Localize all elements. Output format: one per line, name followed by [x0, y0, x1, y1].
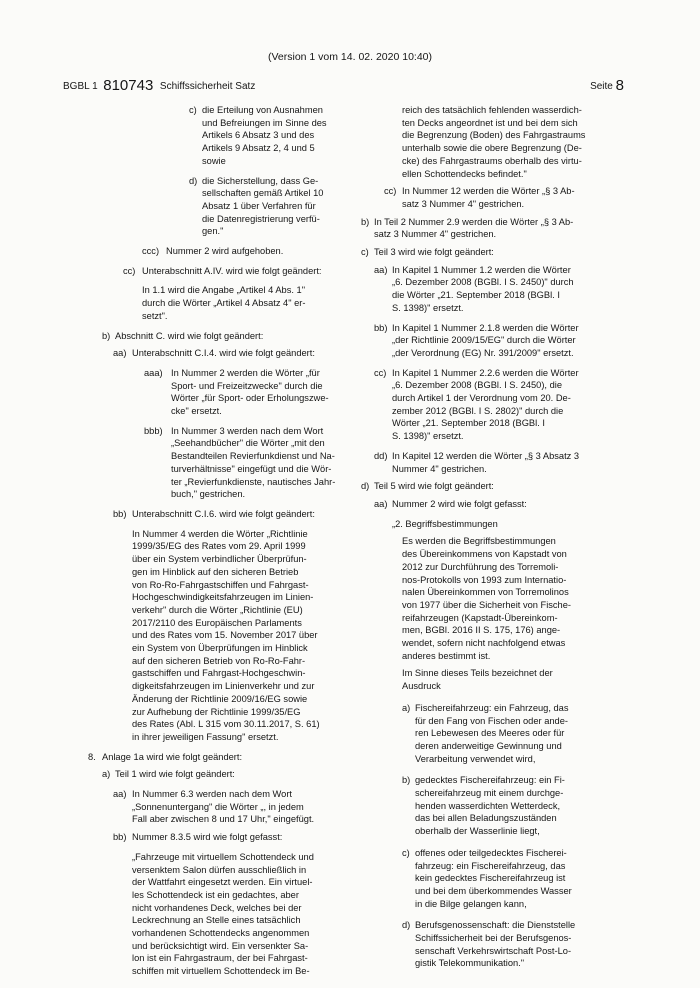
text-line: Sport- und Freizeitzwecke" durch die	[171, 380, 323, 391]
text-line: reifahrzeugen (Kapstadt-Übereinkom-	[402, 612, 558, 623]
text-line: sellschaften gemäß Artikel 10	[202, 188, 324, 199]
text-line: Änderung der Richtlinie 2009/16/EG sowie	[132, 693, 308, 704]
left-column	[88, 104, 350, 978]
text-line: „der Verordnung (EG) Nr. 391/2009" ersetzt.	[392, 347, 574, 358]
item-text: Nummer 2 wird wie folgt gefasst:	[392, 498, 527, 509]
section-heading: „2. Begriffsbestimmungen	[392, 518, 498, 529]
text-line: les Schottendeck ist ein gedachtes, aber	[132, 889, 299, 900]
quoted-paragraph	[132, 851, 350, 978]
text-line: und bei dem überkommendes Wasser	[415, 885, 572, 896]
text-line: von Ro-Ro-Fahrgastschiffen und Fahrgast-	[132, 579, 309, 590]
text-line: und Befreiungen im Sinne des	[202, 117, 327, 128]
item-label: c)	[189, 105, 197, 115]
text-line: die Wörter „21. September 2018 (BGBl. I	[392, 290, 560, 301]
list-item-a	[102, 768, 350, 781]
list-item-bb	[374, 322, 625, 360]
text-line: fahrzeug: ein Fischereifahrzeug, das	[415, 860, 566, 871]
definition-item	[402, 847, 625, 911]
text-line: men, BGBl. 2016 II S. 175, 176) ange-	[402, 625, 561, 636]
item-label: ccc)	[142, 246, 160, 257]
text-line: ellen Schottendecks befindet."	[402, 168, 527, 179]
text-line: von 1977 über die Sicherheit von Fische-	[402, 599, 571, 610]
list-item-cc	[123, 265, 350, 278]
text-line: Ausdruck	[402, 681, 441, 692]
text-line: verkehr" durch die Wörter „Richtlinie (EU)	[132, 604, 303, 615]
item-label: cc)	[374, 367, 387, 378]
item-label: aaa)	[144, 367, 163, 378]
item-text: Unterabschnitt C.I.4. wird wie folgt geändert:	[132, 348, 315, 359]
text-line: „Seehandbücher" die Wörter „mit den	[171, 438, 325, 449]
text-line: nicht vorhandenes Deck, welches bei der	[132, 902, 302, 913]
text-line: setzt".	[142, 310, 168, 321]
text-line: das bei allen Beladungszuständen	[415, 813, 557, 824]
item-text	[415, 702, 625, 766]
text-line: S. 1398)" ersetzt.	[392, 431, 464, 442]
text-line: und berücksichtigt wird. Ein versenkter Sa-	[132, 940, 309, 951]
text-line: In 1.1 wird die Angabe „Artikel 4 Abs. 1"	[142, 285, 305, 296]
text-line: In Nummer 6.3 werden nach dem Wort	[132, 789, 293, 800]
paragraph	[402, 535, 625, 662]
text-line: anderes bestimmt ist.	[402, 650, 491, 661]
list-item-ccc	[142, 245, 350, 258]
text-line: auf den sicheren Betrieb von Ro-Ro-Fahr-	[132, 655, 306, 666]
text-line: durch die Wörter „Artikel 4 Absatz 4" er-	[142, 298, 306, 309]
text-line: 2012 zur Durchführung des Torremoli-	[402, 561, 559, 572]
text-line: senschaft Verkehrswirtschaft Post-Lo-	[415, 945, 572, 956]
paragraph	[142, 284, 350, 322]
text-line: Im Sinne dieses Teils bezeichnet der	[402, 668, 553, 679]
running-header	[63, 79, 255, 94]
item-text	[392, 367, 625, 443]
text-line: In Kapitel 1 Nummer 1.2 werden die Wörter	[392, 264, 571, 275]
item-label: a)	[402, 702, 411, 713]
text-line: nalen Übereinkommen von Torremolinos	[402, 587, 569, 598]
item-label: d)	[189, 175, 198, 186]
document-title: Schiffssicherheit Satz	[159, 81, 256, 92]
text-line: 2017/2110 des Europäischen Parlaments	[132, 617, 302, 628]
text-line: und des Rates vom 15. November 2017 über	[132, 630, 318, 641]
item-label: aa)	[374, 498, 388, 509]
text-line: Wörter „21. September 2018 (BGBl. I	[392, 418, 545, 429]
list-item-b	[102, 330, 350, 343]
text-line: cke) des Fahrgastraums oberhalb des virtu-	[402, 155, 582, 166]
page-number	[590, 79, 624, 94]
list-item-b	[361, 216, 625, 241]
text-line: sowie	[202, 155, 226, 166]
item-label: cc)	[384, 186, 397, 197]
text-line: „der Richtlinie 2009/15/EG" durch die Wörter	[392, 335, 576, 346]
item-text	[415, 919, 625, 970]
text-line: gistik Telekommunikation."	[415, 958, 525, 969]
list-item-aa	[374, 264, 625, 315]
list-item-bb	[113, 831, 350, 844]
text-line: Verarbeitung verwendet wird,	[415, 753, 536, 764]
item-label: cc)	[123, 265, 136, 276]
list-item-c	[361, 246, 625, 259]
text-line: buch," gestrichen.	[171, 489, 246, 500]
item-text: Nummer 2 wird aufgehoben.	[166, 246, 284, 257]
text-line: Artikels 6 Absatz 3 und des	[202, 130, 315, 141]
item-label: dd)	[374, 450, 388, 461]
text-line: wendet, sofern nicht nachfolgend etwas	[402, 638, 566, 649]
item-text	[171, 425, 350, 501]
item-text	[392, 264, 625, 315]
definition-item	[402, 774, 625, 838]
item-label: d)	[402, 920, 411, 931]
text-line: ein System von Überprüfungen im Hinblick	[132, 643, 308, 654]
text-line: In Kapitel 12 werden die Wörter „§ 3 Absatz 3	[392, 450, 580, 461]
text-line: satz 3 Nummer 4" gestrichen.	[374, 229, 497, 240]
definition-item	[402, 702, 625, 766]
version-stamp: (Version 1 vom 14. 02. 2020 10:40)	[267, 51, 433, 63]
item-text	[171, 367, 350, 418]
text-line: henden wasserdichten Wetterdeck,	[415, 800, 561, 811]
text-line: Berufsgenossenschaft: die Dienststelle	[415, 920, 576, 931]
text-line: Artikels 9 Absatz 2, 4 und 5	[202, 143, 315, 154]
continued-paragraph	[402, 104, 625, 180]
text-line: digkeitsfahrzeugen im Linienverkehr und zur	[132, 681, 315, 692]
item-text	[402, 185, 625, 210]
text-line: reich des tatsächlich fehlenden wasserdich-	[402, 105, 582, 115]
text-line: vorhandenen Schottendecks angenommen	[132, 928, 310, 939]
item-label: aa)	[374, 264, 388, 275]
page-number-value: 8	[615, 77, 624, 94]
text-line: gedecktes Fischereifahrzeug: ein Fi-	[415, 775, 565, 786]
list-item-d	[189, 175, 350, 239]
text-line: Fischereifahrzeug: ein Fahrzeug, das	[415, 702, 569, 713]
text-line: „6. Dezember 2008 (BGBl. I S. 2450), die	[392, 380, 563, 391]
text-line: lon ist ein Fahrgastraum, der bei Fahrgast-	[132, 953, 308, 964]
text-line: ten Decks angeordnet ist und bei dem sich	[402, 117, 578, 128]
text-line: „6. Dezember 2008 (BGBl. I S. 2450)" durch	[392, 277, 574, 288]
item-label: bb)	[113, 508, 127, 519]
paragraph	[132, 528, 350, 744]
list-item-8	[88, 751, 350, 764]
text-line: die Erteilung von Ausnahmen	[202, 105, 323, 115]
text-line: oberhalb der Wasserlinie liegt,	[415, 826, 540, 837]
text-line: Absatz 1 über Verfahren für	[202, 200, 316, 211]
item-label: c)	[402, 847, 410, 858]
bgbl-label: BGBL 1	[63, 81, 98, 92]
item-text: Nummer 8.3.5 wird wie folgt gefasst:	[132, 832, 283, 843]
text-line: In Nummer 4 werden die Wörter „Richtlinie	[132, 528, 308, 539]
item-label: c)	[361, 247, 369, 258]
text-line: Wörter „für Sport- oder Erholungszwe-	[171, 393, 329, 404]
text-line: offenes oder teilgedecktes Fischerei-	[415, 847, 567, 858]
text-line: gen."	[202, 226, 224, 237]
text-line: die Datenregistrierung verfü-	[202, 213, 320, 224]
text-line: Fall aber zwischen 8 und 17 Uhr," eingefügt.	[132, 814, 315, 825]
text-line: „Fahrzeuge mit virtuellem Schottendeck und	[132, 851, 314, 862]
item-label: b)	[402, 775, 411, 786]
text-line: cke" ersetzt.	[171, 406, 222, 417]
text-line: Bestandteilen Revierfunkdienst und Na-	[171, 451, 335, 462]
list-item-c	[189, 104, 350, 168]
text-line: ren Lebewesen des Meeres oder für	[415, 728, 565, 739]
text-line: des Übereinkommens von Kapstadt von	[402, 549, 567, 560]
item-text	[415, 847, 625, 911]
text-line: deren anderweitige Gewinnung und	[415, 740, 562, 751]
list-item-dd	[374, 450, 625, 475]
item-label: aa)	[113, 789, 127, 800]
text-line: in die Bilge gelangen kann,	[415, 898, 527, 909]
item-label: b)	[102, 330, 111, 341]
text-line: Nummer 4" gestrichen.	[392, 463, 487, 474]
text-line: nos-Protokolls von 1993 zum Internatio-	[402, 574, 567, 585]
text-line: gastschiffen und Fahrgast-Hochgeschwin-	[132, 668, 306, 679]
text-line: In Teil 2 Nummer 2.9 werden die Wörter „§ 3 Ab-	[374, 216, 574, 227]
item-text	[132, 788, 350, 826]
item-text: Abschnitt C. wird wie folgt geändert:	[115, 330, 264, 341]
text-line: für den Fang von Fischen oder ande-	[415, 715, 568, 726]
list-item-bbb	[144, 425, 350, 501]
text-line: In Nummer 3 werden nach dem Wort	[171, 425, 324, 436]
item-text: Teil 1 wird wie folgt geändert:	[115, 769, 235, 780]
text-line: Leckrechnung an Stelle eines tatsächlich	[132, 915, 301, 926]
item-label: 8.	[88, 751, 96, 762]
text-line: In Nummer 2 werden die Wörter „für	[171, 367, 320, 378]
text-line: die Sicherstellung, dass Ge-	[202, 175, 319, 186]
item-text	[374, 216, 625, 241]
list-item-aaa	[144, 367, 350, 418]
text-line: In Kapitel 1 Nummer 2.1.8 werden die Wörter	[392, 322, 579, 333]
item-text	[392, 450, 625, 475]
page-label: Seite	[590, 81, 613, 92]
item-label: bb)	[374, 322, 388, 333]
item-text: Anlage 1a wird wie folgt geändert:	[102, 751, 243, 762]
text-line: Es werden die Begriffsbestimmungen	[402, 536, 556, 547]
text-line: gen im Hinblick auf den sicheren Betrieb	[132, 566, 299, 577]
item-label: d)	[361, 481, 370, 492]
item-label: bb)	[113, 832, 127, 843]
text-line: versenktem Salon dürfen ausschließlich in	[132, 864, 307, 875]
list-item-aa	[113, 347, 350, 360]
list-item-d	[361, 480, 625, 493]
text-line: „Sonnenuntergang" die Wörter „, in jedem	[132, 801, 304, 812]
item-text: Unterabschnitt A.IV. wird wie folgt geändert:	[142, 265, 322, 276]
item-label: b)	[361, 216, 370, 227]
definition-item	[402, 919, 625, 970]
text-line: zember 2012 (BGBl. I S. 2802)" durch die	[392, 405, 564, 416]
list-item-aa	[374, 498, 625, 511]
text-line: zur Aufhebung der Richtlinie 1999/35/EG	[132, 706, 301, 717]
text-line: unterhalb sowie die obere Begrenzung (De-	[402, 143, 582, 154]
text-line: In Kapitel 1 Nummer 2.2.6 werden die Wörter	[392, 367, 579, 378]
list-item-cc	[384, 185, 625, 210]
text-line: der Wattfahrt eingesetzt werden. Ein virtuel-	[132, 877, 313, 888]
text-line: schereifahrzeug mit einem durchge-	[415, 788, 564, 799]
item-text	[392, 322, 625, 360]
text-line: schiffen mit virtuellem Schottendeck im Be-	[132, 966, 310, 977]
text-line: des Rates (Abl. L 315 vom 30.11.2017, S. 61)	[132, 719, 320, 730]
list-item-aa	[113, 788, 350, 826]
item-text	[415, 774, 625, 838]
paragraph	[402, 667, 625, 692]
item-text: Teil 5 wird wie folgt geändert:	[374, 481, 494, 492]
text-line: In Nummer 12 werden die Wörter „§ 3 Ab-	[402, 186, 575, 197]
text-line: kein gedecktes Fischereifahrzeug ist	[415, 873, 566, 884]
right-column	[361, 104, 625, 970]
item-label: a)	[102, 769, 111, 780]
item-label: aa)	[113, 348, 127, 359]
text-line: über ein System verbindlicher Überprüfun-	[132, 554, 307, 565]
item-text	[202, 104, 350, 168]
document-number: 810743	[103, 77, 154, 94]
item-text	[202, 175, 350, 239]
text-line: turverhältnisse" eingefügt und die Wör-	[171, 463, 332, 474]
text-line: S. 1398)" ersetzt.	[392, 302, 464, 313]
text-line: die Begrenzung (Boden) des Fahrgastraums	[402, 130, 586, 141]
text-line: Hochgeschwindigkeitsfahrzeugen im Linien-	[132, 592, 314, 603]
list-item-bb	[113, 508, 350, 521]
text-line: ter „Revierfunkdienste, nautisches Jahr-	[171, 476, 336, 487]
text-line: 1999/35/EG des Rates vom 29. April 1999	[132, 541, 306, 552]
text-line: Schiffssicherheit bei der Berufsgenos-	[415, 933, 572, 944]
item-label: bbb)	[144, 425, 163, 436]
text-line: durch Artikel 1 der Verordnung vom 20. De-	[392, 393, 571, 404]
item-text: Teil 3 wird wie folgt geändert:	[374, 247, 494, 258]
item-text: Unterabschnitt C.I.6. wird wie folgt geändert:	[132, 508, 315, 519]
list-item-cc	[374, 367, 625, 443]
text-line: in ihrer jeweiligen Fassung" ersetzt.	[132, 731, 279, 742]
text-line: satz 3 Nummer 4" gestrichen.	[402, 198, 525, 209]
